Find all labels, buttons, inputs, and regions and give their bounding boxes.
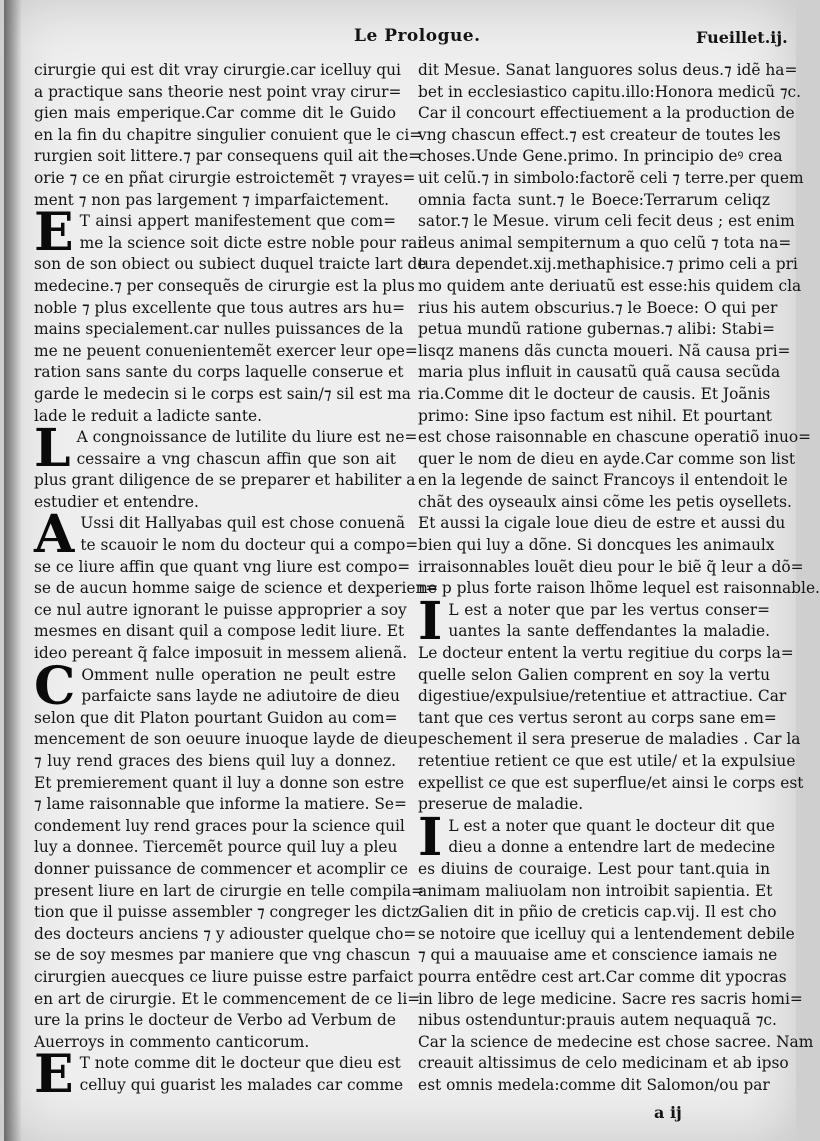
text-line: L est a noter que quant le docteur dit que (448, 816, 775, 835)
text-line: gien mais emperique.Car comme dit le Guido (34, 104, 396, 123)
drop-cap-initial: E (34, 1044, 74, 1106)
text-line: plus grant diligence de se preparer et habiliter a (34, 471, 416, 490)
paragraph (34, 418, 418, 513)
text-line: orie ⁊ ce en pñat cirurgie estroictemẽt ⁊ vrayes= (34, 168, 416, 187)
drop-cap-initial: E (34, 202, 74, 264)
paragraph (34, 202, 427, 427)
text-line: luy a donnee. Tiercemẽt pource quil luy a pleu (34, 838, 398, 857)
text-line: present liure en lart de cirurgie en telle compila= (34, 881, 424, 900)
text-line: dieu a donne a entendre lart de medecine (448, 838, 776, 857)
drop-cap-initial: L (34, 418, 71, 480)
text-line: preserue de maladie. (418, 795, 584, 814)
text-line: mencement de son oeuure inuoque layde de dieu (34, 730, 418, 749)
text-line: A congnoissance de lutilite du liure est ne= (76, 428, 418, 447)
text-line: Ussi dit Hallyabas quil est chose conuenã (80, 514, 406, 533)
running-title: Le Prologue. (354, 26, 481, 46)
folio-number: Fueillet.ij. (696, 28, 788, 47)
text-line: Le docteur entent la vertu regitiue du corps la= (418, 644, 794, 663)
text-line: se notoire que icelluy qui a lentendement debile (418, 924, 795, 943)
text-line: T note comme dit le docteur que dieu est (79, 1054, 401, 1073)
text-line: lade le reduit a ladicte sante. (34, 406, 263, 425)
text-line: tant que ces vertus seront au corps sane em= (418, 708, 777, 727)
text-line: donner puissance de commencer et acomplir ce (34, 859, 408, 878)
text-line: condement luy rend graces pour la science quil (34, 816, 405, 835)
text-line: chãt des oyseaulx ainsi cõme les petis oysellets. (418, 492, 792, 511)
text-line: garde le medecin si le corps est sain/⁊ sil est ma (34, 384, 411, 403)
text-line: ment ⁊ non pas largement ⁊ imparfaictement. (34, 190, 389, 209)
text-line: es diuins de couraige. Lest pour tant.quia in (418, 859, 770, 878)
text-line: a practique sans theorie nest point vray cirur= (34, 82, 402, 101)
text-line: Galien dit in pñio de creticis cap.vij. Il est cho (418, 903, 777, 922)
text-line: ideo pereant q̃ falce imposuit in messem alienã. (34, 644, 408, 663)
text-line: des docteurs anciens ⁊ y adiouster quelque cho= (34, 924, 417, 943)
text-line: medecine.⁊ per consequẽs de cirurgie est la plus (34, 276, 415, 295)
text-line: ure la prins le docteur de Verbo ad Verbum de (34, 1011, 396, 1030)
text-line: expellist ce que est superflue/et ainsi le corps est (418, 773, 804, 792)
text-line: ne p plus forte raison lhõme lequel est raisonnable. (418, 579, 820, 598)
text-line: cirurgien auecques ce liure puisse estre parfaict (34, 967, 414, 986)
text-line: noble ⁊ plus excellente que tous autres ars hu= (34, 298, 406, 317)
text-line: ⁊ luy rend graces des biens quil luy a donnez. (34, 752, 396, 770)
text-line: en art de cirurgie. Et le commencement de ce li= (34, 989, 421, 1008)
text-line: ce nul autre ignorant le puisse approprier a soy (34, 600, 407, 619)
text-line: T ainsi appert manifestement que com= (79, 212, 396, 231)
text-line: ration sans sante du corps laquelle conserue et (34, 363, 404, 382)
text-line: vng chascun effect.⁊ est createur de toutes les (418, 125, 781, 144)
text-line: son de son obiect ou subiect duquel traicte lart de (34, 255, 427, 274)
left-text-column (34, 60, 439, 1106)
text-line: nibus ostenduntur:prauis autem nequaquã ⁊c. (418, 1011, 777, 1030)
text-line: en la fin du chapitre singulier conuient que le ci= (34, 125, 423, 144)
text-line: bien qui luy a dõne. Si doncques les animaulx (418, 536, 775, 555)
text-line: ⁊ lame raisonnable que informe la matiere. Se= (34, 795, 407, 814)
text-line: ria.Comme dit le docteur de causis. Et Joãnis (418, 384, 771, 403)
text-line: L est a noter que par les vertus conser= (448, 600, 770, 619)
text-line: sator.⁊ le Mesue. virum celi fecit deus ; est enim (418, 212, 795, 231)
text-line: irraisonnables louẽt dieu pour le biẽ q̃ leur a dõ= (418, 557, 804, 576)
text-line: te scauoir le nom du docteur qui a compo= (80, 536, 419, 555)
text-line: se ce liure affin que quant vng liure est compo= (34, 557, 411, 576)
text-line: creauit altissimus de celo medicinam et ab ipso (418, 1054, 789, 1073)
paragraph (418, 806, 814, 1097)
paragraph (418, 590, 804, 816)
text-line: est omnis medela:comme dit Salomon/ou par (418, 1075, 770, 1094)
drop-cap-initial: A (34, 504, 75, 566)
text-line: Omment nulle operation ne peult estre (81, 665, 396, 684)
text-line: Car il concourt effectiuement a la production de (418, 104, 795, 123)
text-line: rurgien soit littere.⁊ par consequens quil ait the= (34, 147, 422, 166)
paragraph (34, 504, 439, 664)
paragraph (418, 60, 820, 600)
drop-cap-initial: C (34, 655, 76, 717)
text-line: celluy qui guarist les malades car comme (79, 1075, 404, 1094)
text-line: uit celũ.⁊ in simbolo:factorẽ celi ⁊ terre.per quem (418, 168, 804, 187)
text-line: tura dependet.xij.methaphisice.⁊ primo celi a pri (418, 255, 798, 274)
text-line: petua mundũ ratione gubernas.⁊ alibi: Stabi= (418, 320, 775, 339)
drop-cap-initial: I (418, 806, 443, 868)
text-line: mesmes en disant quil a compose ledit liure. Et (34, 622, 405, 641)
right-text-column (418, 60, 820, 1097)
text-line: tion que il puisse assembler ⁊ congreger les dictz (34, 903, 420, 922)
text-line: digestiue/expulsiue/retentiue et attractiue. Car (418, 687, 787, 706)
text-line: mains specialement.car nulles puissances de la (34, 320, 404, 339)
text-line: rius his autem obscurius.⁊ le Boece: O qui per (418, 298, 778, 317)
text-line: retentiue retient ce que est utile/ et la expulsiue (418, 752, 796, 770)
text-line: peschement il sera preserue de maladies . Car la (418, 730, 801, 749)
text-line: pourra entẽdre cest art.Car comme dit ypocras (418, 967, 787, 986)
text-line: deus animal sempiternum a quo celũ ⁊ tota na= (418, 233, 792, 252)
text-line: quer le nom de dieu en ayde.Car comme son list (418, 449, 796, 468)
text-line: lisqz manens dãs cuncta moueri. Nã causa pri= (418, 341, 791, 360)
text-line: me la science soit dicte estre noble pour rai (79, 233, 423, 252)
paragraph (34, 655, 424, 1054)
signature-mark: a ij (654, 1103, 682, 1122)
text-line: cirurgie qui est dit vray cirurgie.car icelluy qui (34, 61, 401, 79)
text-line: Car la science de medecine est chose sacree. Nam (418, 1032, 814, 1051)
text-line: maria plus influit in causatũ quã causa secũda (418, 363, 781, 382)
text-line: animam maliuolam non introibit sapientia. Et (418, 881, 773, 900)
text-line: Et premierement quant il luy a donne son estre (34, 773, 405, 792)
text-line: Auerroys in commento canticorum. (34, 1032, 310, 1051)
text-line: en la legende de sainct Francoys il entendoit le (418, 471, 788, 490)
text-line: uantes la sante deffendantes la maladie. (448, 622, 770, 641)
text-line: est chose raisonnable en chascune operatiõ inuo= (418, 428, 812, 447)
text-line: quelle selon Galien comprent en soy la vertu (418, 665, 770, 684)
text-line: omnia facta sunt.⁊ le Boece:Terrarum celiqz (418, 190, 770, 209)
text-line: primo: Sine ipso factum est nihil. Et pourtant (418, 406, 772, 425)
text-line: selon que dit Platon pourtant Guidon au com= (34, 708, 398, 727)
text-line: Et aussi la cigale loue dieu de estre et aussi du (418, 514, 786, 533)
text-line: parfaicte sans layde ne adiutoire de dieu (81, 687, 400, 706)
paragraph (34, 60, 423, 211)
paragraph (34, 1044, 404, 1106)
drop-cap-initial: I (418, 590, 443, 652)
text-line: se de aucun homme saige de science et dexperien= (34, 579, 439, 598)
text-line: choses.Unde Gene.primo. In principio deꝰ crea (418, 147, 783, 166)
text-line: in libro de lege medicine. Sacre res sacris homi= (418, 989, 803, 1008)
text-line: se de soy mesmes par maniere que vng chascun (34, 946, 411, 965)
text-line: mo quidem ante deriuatũ est esse:his quidem cla (418, 276, 802, 295)
text-line: bet in ecclesiastico capitu.illo:Honora medicũ ⁊c. (418, 82, 802, 101)
text-line: ⁊ qui a mauuaise ame et conscience iamais ne (418, 946, 778, 965)
text-line: me ne peuent conuenientemẽt exercer leur ope= (34, 341, 418, 360)
book-page (4, 0, 820, 1141)
text-line: estudier et entendre. (34, 492, 199, 511)
text-line: cessaire a vng chascun affin que son ait (76, 449, 396, 468)
text-line: dit Mesue. Sanat languores solus deus.⁊ idẽ ha= (418, 61, 798, 79)
